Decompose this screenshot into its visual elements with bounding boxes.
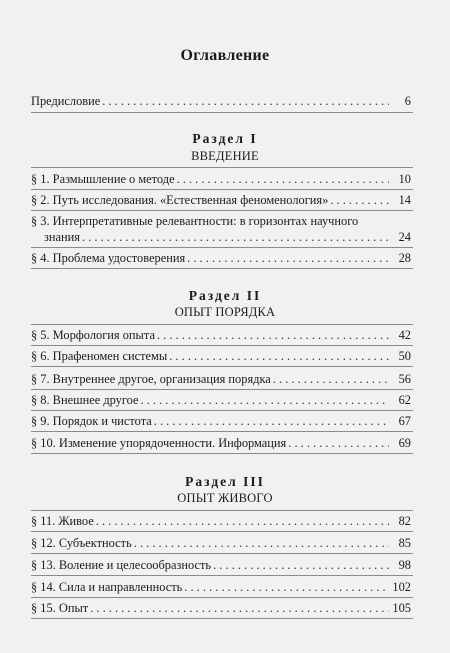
toc-title: Оглавление [180,47,270,64]
toc-page-number: 62 [398,393,411,407]
toc-entry [31,192,411,208]
divider [31,597,413,598]
toc-page-number: 14 [398,193,411,207]
toc-entry-label: § 9. Порядок и чистота [31,414,152,428]
divider [31,410,413,411]
leader-dots [273,371,389,387]
toc-page-number: 67 [398,414,411,428]
toc-entry-label: § 5. Морфология опыта [31,328,155,342]
toc-entry-label: § 10. Изменение упорядоченности. Информация [31,436,287,450]
section-title: ОПЫТ ЖИВОГО [177,491,273,505]
divider [31,618,413,619]
divider [31,431,413,432]
toc-page-number: 42 [398,328,411,342]
toc-page-number: 98 [398,558,411,572]
section-title: ОПЫТ ПОРЯДКА [174,305,276,319]
divider [31,345,413,346]
toc-entry [31,371,411,387]
toc-page-number: 105 [392,601,411,615]
toc-entry [31,392,411,408]
leader-dots [288,435,389,451]
section-label: Раздел III [185,474,265,489]
toc-entry [31,513,411,529]
toc-entry-label: § 13. Воление и целесообразность [31,558,212,572]
section-label: Раздел II [188,288,262,303]
toc-entry [31,535,411,551]
toc-page-number: 10 [398,172,411,186]
toc-entry-label: Предисловие [31,94,101,108]
toc-entry-preface [31,93,411,109]
leader-dots [90,600,389,616]
toc-entry-label: § 4. Проблема удостоверения [31,251,186,265]
leader-dots [96,513,389,529]
leader-dots [187,250,389,266]
toc-entry-label: § 8. Внешнее другое [31,393,139,407]
toc-entry-label: § 1. Размышление о методе [31,172,175,186]
toc-entry-label: § 14. Сила и направленность [31,580,183,594]
divider [31,366,413,367]
leader-dots [169,348,389,364]
divider [31,510,413,511]
toc-entry [31,413,411,429]
divider [31,268,413,269]
toc-entry-label: § 15. Опыт [31,601,89,615]
toc-entry-label: § 11. Живое [31,514,94,528]
toc-entry-label: § 2. Путь исследования. «Естественная феноменология» [31,193,329,207]
toc-entry-label: § 3. Интерпретативные релевантности: в горизонтах научного [31,214,359,228]
section-title: ВВЕДЕНИЕ [191,149,259,163]
divider [31,112,413,113]
leader-dots [141,392,390,408]
toc-page-number: 56 [398,372,411,386]
divider [31,453,413,454]
toc-entry [31,557,411,573]
toc-page-number: 50 [398,349,411,363]
leader-dots [154,413,389,429]
leader-dots [213,557,389,573]
toc-entry [31,435,411,451]
toc-entry [31,348,411,364]
leader-dots [102,93,389,109]
divider [31,389,413,390]
toc-entry [31,600,411,616]
toc-entry [31,250,411,266]
leader-dots [134,535,389,551]
toc-page-number: 102 [392,580,411,594]
toc-entry-label: § 7. Внутреннее другое, организация порядка [31,372,271,386]
toc-entry [31,171,411,187]
leader-dots [184,579,389,595]
toc-entry [31,213,411,245]
toc-page-number: 82 [398,514,411,528]
divider [31,167,413,168]
toc-entry [31,579,411,595]
toc-page-number: 85 [398,536,411,550]
toc-page-number: 6 [404,94,411,108]
leader-dots [82,229,389,245]
toc-entry-label: § 12. Субъектность [31,536,132,550]
leader-dots [177,171,389,187]
divider [31,553,413,554]
section-label: Раздел I [192,131,258,146]
toc-page-number: 69 [398,436,411,450]
leader-dots [157,327,389,343]
leader-dots [330,192,389,208]
toc-entry [31,327,411,343]
divider [31,210,413,211]
divider [31,575,413,576]
divider [31,189,413,190]
toc-entry-label-continued: знания [44,230,80,244]
divider [31,531,413,532]
divider [31,247,413,248]
toc-page-number: 28 [398,251,411,265]
divider [31,324,413,325]
toc-page-number: 24 [398,230,411,244]
toc-entry-label: § 6. Прафеномен системы [31,349,168,363]
